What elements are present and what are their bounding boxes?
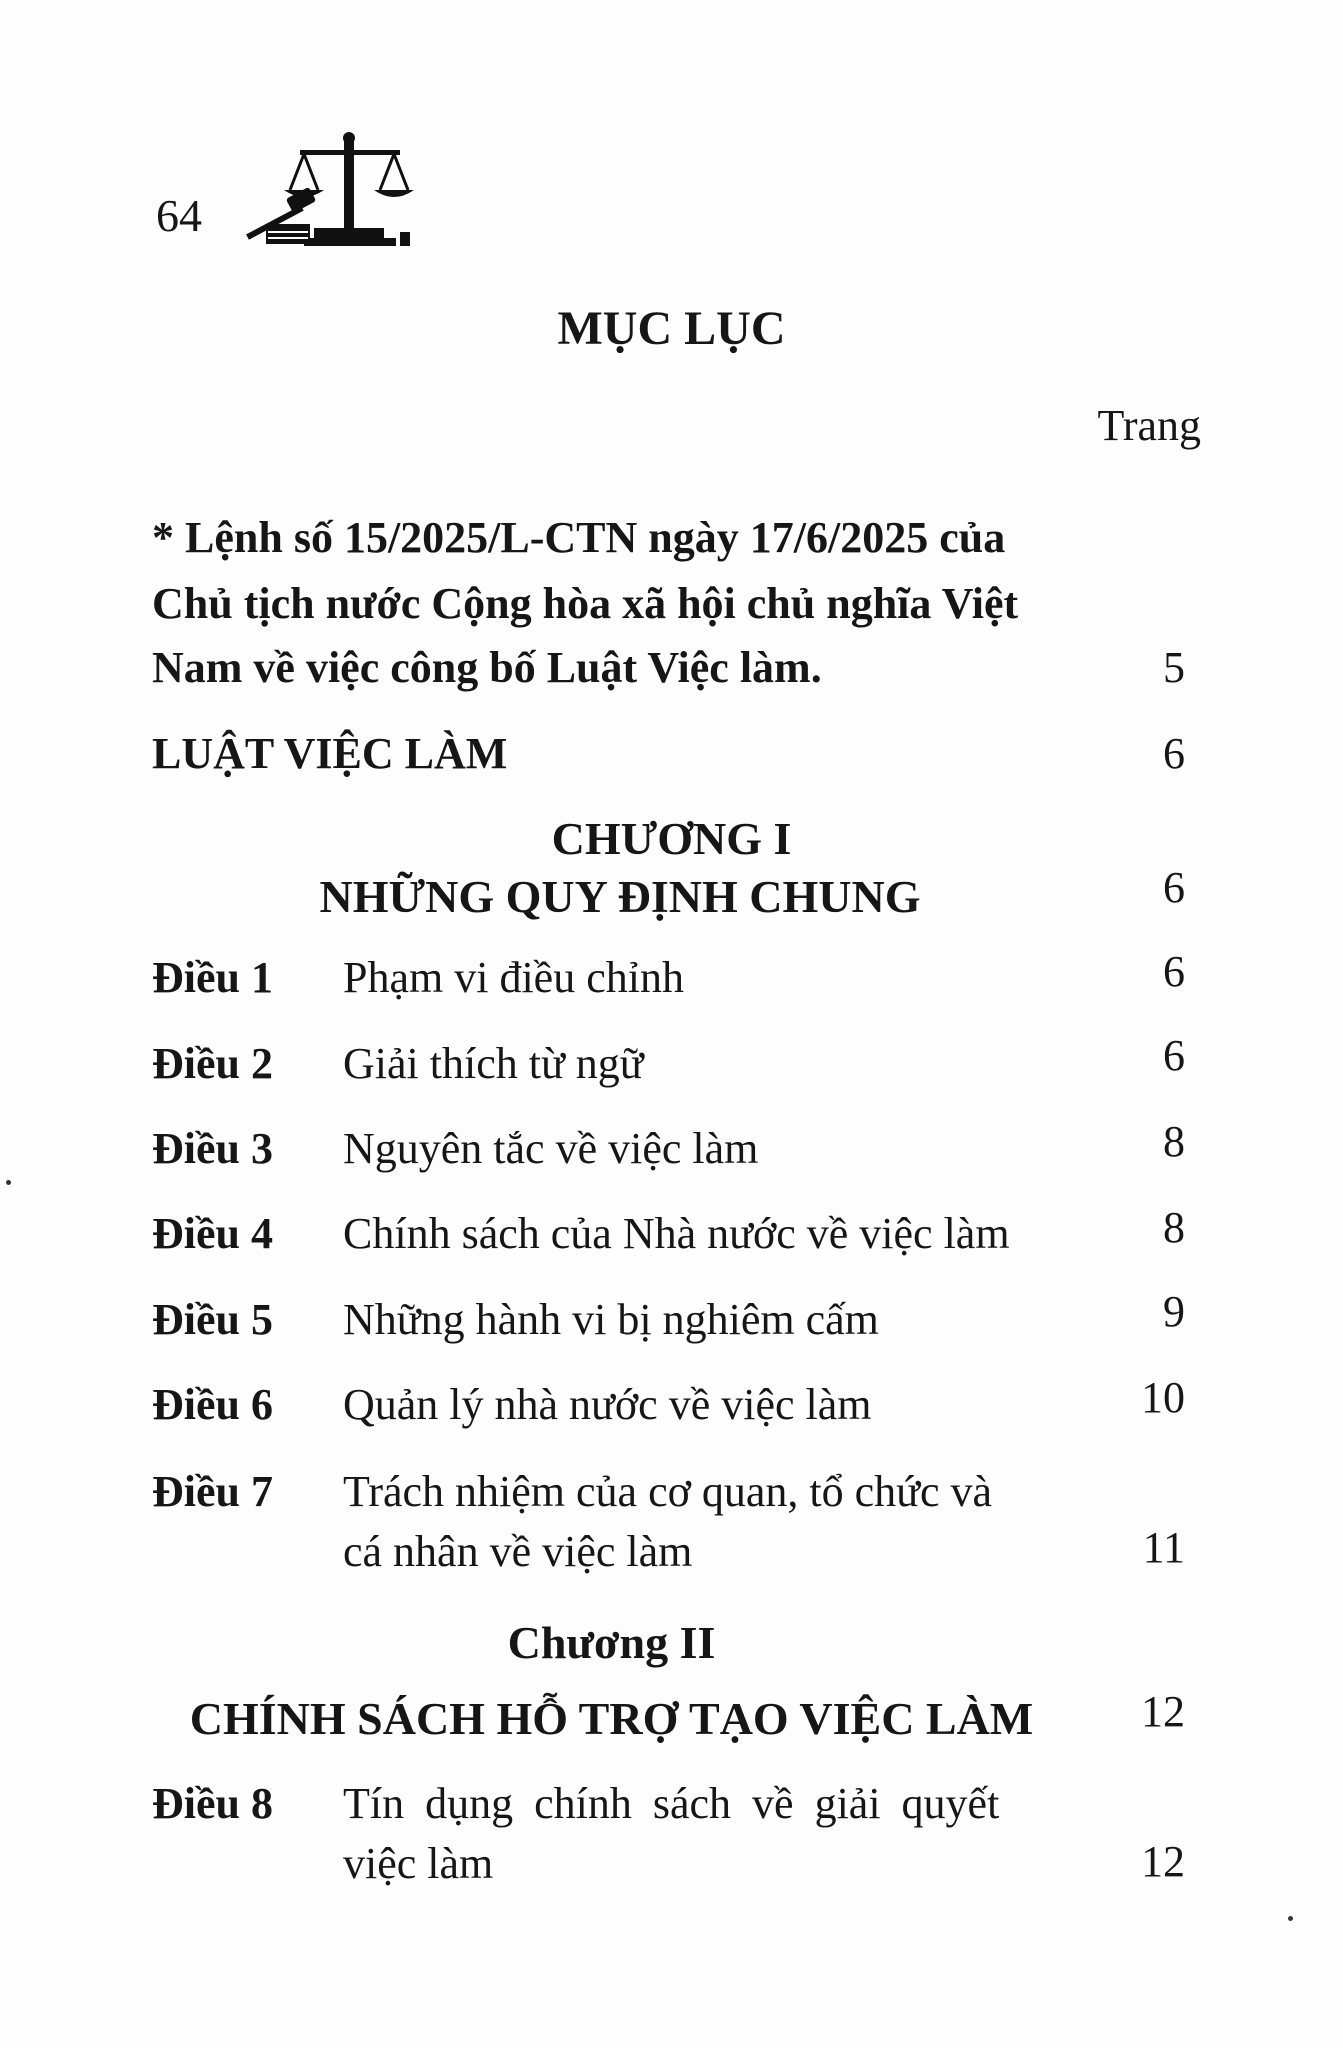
article-4-label: Điều 4	[152, 1209, 273, 1258]
scan-speck	[6, 1180, 11, 1185]
article-2-title: Giải thích từ ngữ	[343, 1039, 644, 1088]
article-4-page: 8	[1163, 1203, 1185, 1252]
article-7-label: Điều 7	[152, 1467, 273, 1516]
article-4-title: Chính sách của Nhà nước về việc làm	[343, 1209, 1010, 1258]
chapter-1-title: NHỮNG QUY ĐỊNH CHUNG	[319, 871, 921, 922]
chapter-1-page: 6	[1163, 863, 1185, 912]
article-6-title: Quản lý nhà nước về việc làm	[343, 1380, 872, 1429]
article-5-title: Những hành vi bị nghiêm cấm	[343, 1295, 879, 1344]
article-6-label: Điều 6	[152, 1380, 273, 1429]
article-7-title-line-1: Trách nhiệm của cơ quan, tổ chức và	[343, 1467, 993, 1516]
article-1-title: Phạm vi điều chỉnh	[343, 953, 684, 1002]
article-7-title-line-2: cá nhân về việc làm	[343, 1527, 693, 1576]
article-1-page: 6	[1163, 947, 1185, 996]
chapter-1-label: CHƯƠNG I	[551, 813, 792, 864]
page-number: 64	[156, 190, 202, 241]
article-5-page: 9	[1163, 1287, 1185, 1336]
article-8-title-line-2: việc làm	[343, 1839, 494, 1888]
scan-speck	[1288, 1916, 1293, 1921]
chapter-2-label: Chương II	[507, 1617, 716, 1668]
order-entry-line-3: Nam về việc công bố Luật Việc làm.	[152, 643, 822, 692]
article-3-title: Nguyên tắc về việc làm	[343, 1124, 759, 1173]
article-2-page: 6	[1163, 1031, 1185, 1080]
article-8-label: Điều 8	[152, 1779, 273, 1828]
order-entry-line-2: Chủ tịch nước Cộng hòa xã hội chủ nghĩa Việt	[152, 579, 1019, 628]
chapter-2-title: CHÍNH SÁCH HỖ TRỢ TẠO VIỆC LÀM	[189, 1693, 1034, 1744]
law-title: LUẬT VIỆC LÀM	[152, 729, 508, 778]
toc-title: MỤC LỤC	[557, 302, 786, 355]
order-entry-page: 5	[1163, 643, 1185, 692]
order-entry-line-1: * Lệnh số 15/2025/L-CTN ngày 17/6/2025 của	[152, 513, 1006, 562]
article-8-title-line-1: Tín dụng chính sách về giải quyết	[343, 1779, 1000, 1828]
article-5-label: Điều 5	[152, 1295, 273, 1344]
chapter-2-page: 12	[1141, 1687, 1185, 1736]
scales-of-justice-gavel-icon	[244, 128, 424, 248]
article-3-label: Điều 3	[152, 1124, 273, 1173]
article-8-page: 12	[1141, 1837, 1185, 1886]
law-title-page: 6	[1163, 729, 1185, 778]
article-6-page: 10	[1141, 1373, 1185, 1422]
article-7-page: 11	[1142, 1523, 1185, 1572]
article-3-page: 8	[1163, 1117, 1185, 1166]
page-column-label: Trang	[1097, 401, 1201, 450]
article-2-label: Điều 2	[152, 1039, 273, 1088]
article-1-label: Điều 1	[152, 953, 273, 1002]
